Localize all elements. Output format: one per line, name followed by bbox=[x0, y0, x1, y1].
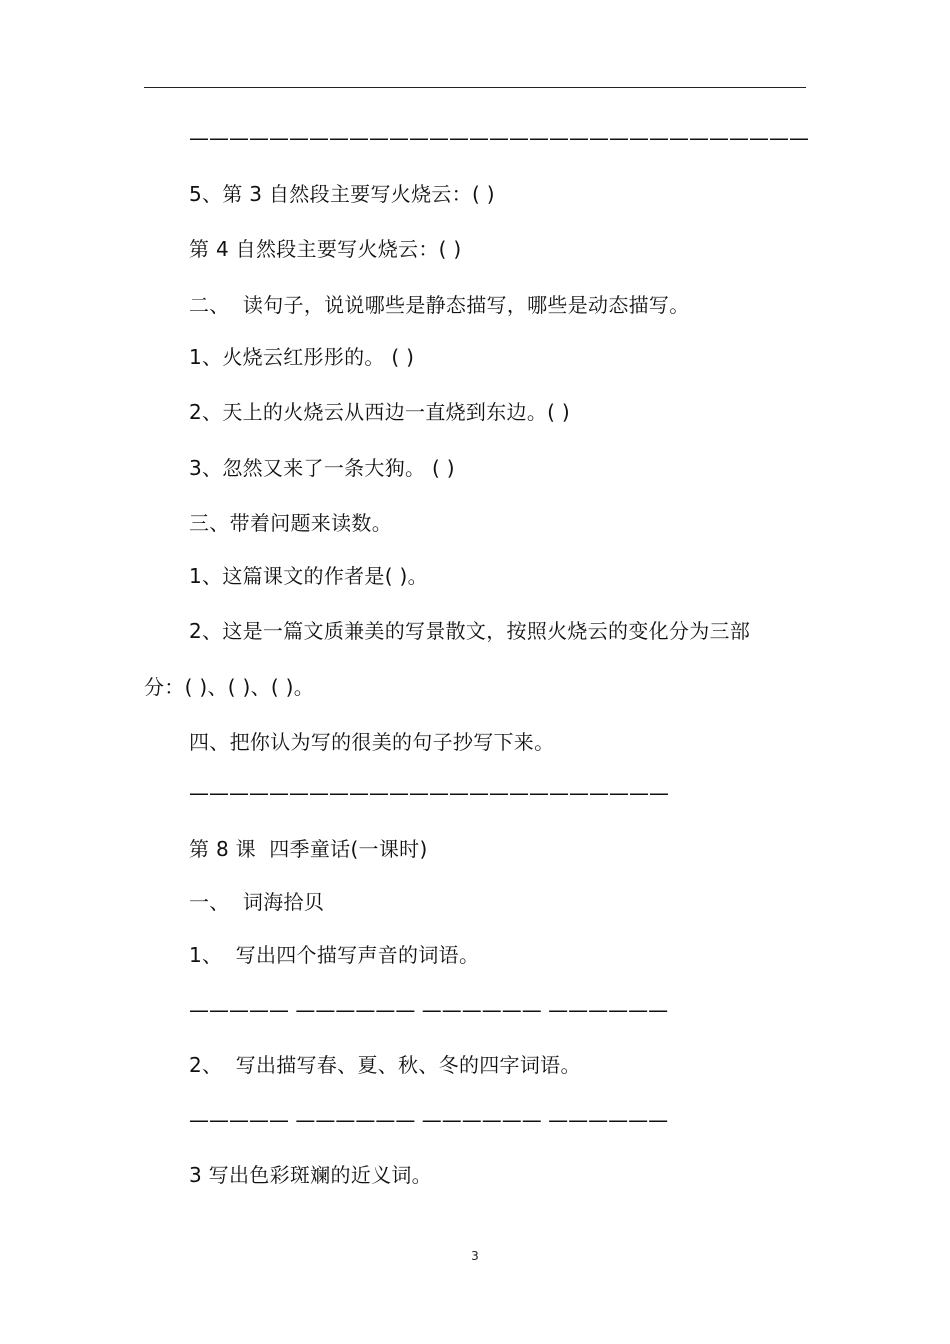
sentence-3: 3、忽然又来了一条大狗。 ( ) bbox=[189, 456, 455, 480]
section-2-heading: 二、 读句子，说说哪些是静态描写，哪些是动态描写。 bbox=[189, 293, 690, 317]
answer-blank-line: ——————————————————————————————— bbox=[189, 126, 809, 150]
section-1-heading: 一、 词海拾贝 bbox=[189, 890, 325, 914]
sentence-2: 2、天上的火烧云从西边一直烧到东边。( ) bbox=[189, 400, 570, 424]
section-3-heading: 三、带着问题来读数。 bbox=[189, 511, 392, 535]
header-rule bbox=[144, 87, 806, 88]
answer-blanks-row: ————— —————— —————— —————— bbox=[189, 1108, 669, 1132]
question-5-para-4: 第 4 自然段主要写火烧云：( ) bbox=[189, 237, 462, 261]
task-3-synonyms: 3 写出色彩斑斓的近义词。 bbox=[189, 1163, 432, 1187]
task-1-sound-words: 1、 写出四个描写声音的词语。 bbox=[189, 943, 480, 967]
section-4-heading: 四、把你认为写的很美的句子抄写下来。 bbox=[189, 730, 555, 754]
task-2-season-words: 2、 写出描写春、夏、秋、冬的四字词语。 bbox=[189, 1053, 581, 1077]
answer-blanks-row: ————— —————— —————— —————— bbox=[189, 998, 669, 1022]
page-number: 3 bbox=[471, 1249, 479, 1263]
question-parts-line-1: 2、这是一篇文质兼美的写景散文，按照火烧云的变化分为三部 bbox=[189, 619, 751, 643]
question-author: 1、这篇课文的作者是( )。 bbox=[189, 564, 428, 588]
answer-blank-line: ———————————————————————— bbox=[189, 781, 669, 805]
sentence-1: 1、火烧云红彤彤的。 ( ) bbox=[189, 345, 415, 369]
lesson-8-title: 第 8 课 四季童话(一课时) bbox=[189, 837, 428, 861]
question-5-para-3: 5、第 3 自然段主要写火烧云：( ) bbox=[189, 182, 495, 206]
question-parts-line-2: 分：( )、( )、( )。 bbox=[144, 675, 315, 699]
